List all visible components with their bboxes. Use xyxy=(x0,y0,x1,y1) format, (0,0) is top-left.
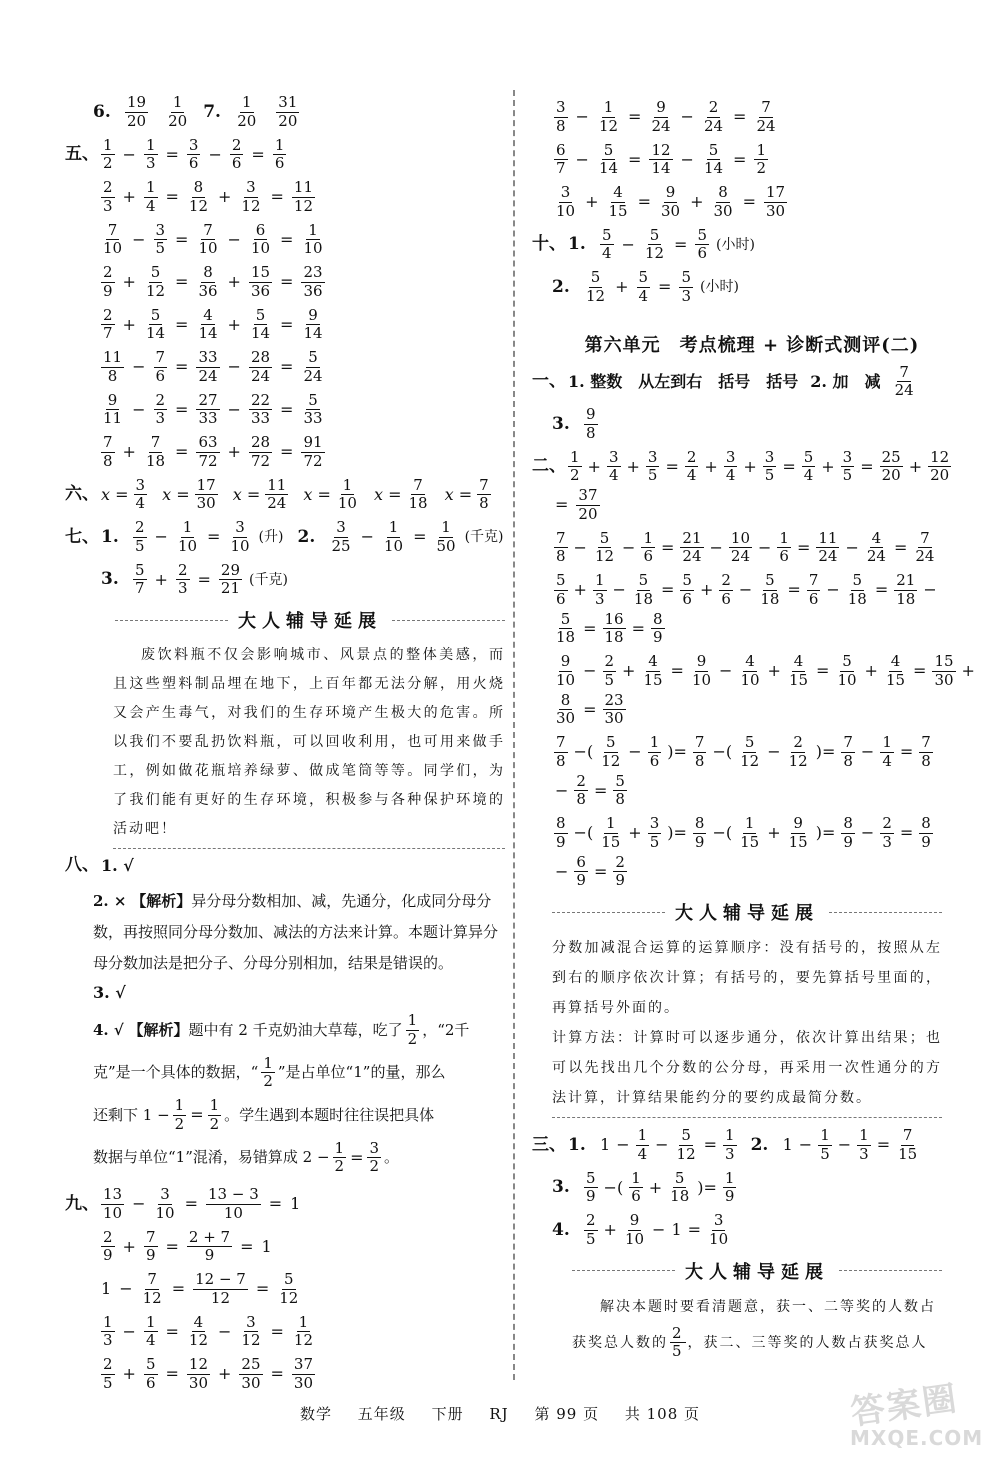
q9-row-5: $\frac{2}{5}$ + $\frac{5}{6}$ = $\frac{12}{30}$ + $\frac{25}{30}$ = $\frac{37}{30}$ xyxy=(103,1355,313,1392)
q5-row-8: $\frac{7}{8}$ + $\frac{7}{18}$ = $\frac{63}{72}$ + $\frac{28}{72}$ = $\frac{91}{72}$ xyxy=(103,433,323,470)
extension-header-2: 大人辅导延展 xyxy=(552,899,942,925)
q9-section-label: 九、 xyxy=(65,1193,99,1214)
q8-row-1: 八、 1. √ xyxy=(65,855,134,875)
u6-q3-row-3: 4. $\frac{2}{5}$ + $\frac{9}{10}$ − 1 = $\frac{3}{10}$ xyxy=(552,1211,729,1248)
u6-q3-row-1: 三、 1. 1 − $\frac{1}{4}$ − $\frac{5}{12}$ = $\frac{1}{3}$ 2. 1 − $\frac{1}{5}$ − $\frac{1}{3}$ = $\frac{7}{15}$ xyxy=(532,1126,918,1163)
q7-row-2: 3. $\frac{5}{7}$ + $\frac{2}{3}$ = $\frac{29}{21}$ (千克) xyxy=(101,560,288,598)
right-column xyxy=(532,98,975,1361)
u6-q2-row-3: $\frac{5}{6}$ + $\frac{1}{3}$ − $\frac{5}{18}$ = $\frac{5}{6}$ + $\frac{2}{6}$ − $\frac{5}{18}$ = $\frac{7}{6}$ − $\frac{5}{18}$ = $\frac{21}{18}$ − xyxy=(556,571,937,608)
extension-header-3: 大人辅导延展 xyxy=(572,1258,942,1284)
q5-row-5: $\frac{2}{7}$ + $\frac{5}{14}$ = $\frac{4}{14}$ + $\frac{5}{14}$ = $\frac{9}{14}$ xyxy=(103,305,323,343)
u6-q2-label: 二、 xyxy=(532,456,566,477)
q10-section-label: 十、 xyxy=(532,234,566,255)
q7-section-label: 七、 xyxy=(65,526,99,547)
u6-q2-row-6b: − $\frac{6}{9}$ = $\frac{2}{9}$ xyxy=(555,852,625,890)
u6-q2-row-4b: $\frac{8}{30}$ = $\frac{23}{30}$ xyxy=(556,690,624,728)
u6-q2-row-4: $\frac{9}{10}$ − $\frac{2}{5}$ + $\frac{4}{15}$ = $\frac{9}{10}$ − $\frac{4}{10}$ + $\frac{4}{15}$ = $\frac{5}{10}$ + $\frac{4}{15}$ = $\frac{15}{30}$ + xyxy=(556,652,975,689)
q5-row-1: 五、 $\frac{1}{2}$ − $\frac{1}{3}$ = $\frac{3}{6}$ − $\frac{2}{6}$ = $\frac{1}{6}$ xyxy=(65,135,285,173)
fraction: $\frac{19}{20}$ xyxy=(127,93,147,130)
watermark-logo: 答案圈 MXQE.COM xyxy=(848,1378,984,1450)
fraction: $\frac{1}{20}$ xyxy=(168,93,188,130)
q5-row-2: $\frac{2}{3}$ + $\frac{1}{4}$ = $\frac{8}{12}$ + $\frac{3}{12}$ = $\frac{11}{12}$ xyxy=(103,178,313,215)
page-footer: 数学 五年级 下册 RJ 第 99 页 共 108 页 xyxy=(299,1405,701,1423)
q8-item-3: 3. √ xyxy=(93,983,126,1002)
u6-q3-row-2: 3. $\frac{5}{9}$ −( $\frac{1}{6}$ + $\frac{5}{18}$ )= $\frac{1}{9}$ xyxy=(552,1168,735,1206)
q8-item-4: 4. √ 【解析】 题中有 2 千克奶油大草莓，吃了 $\frac{1}{2}$ ，“2千 克”是一个具体的数据，“ $\frac{1}{2}$ ”是占单位“1”的量，那么 还剩下 1 − $\frac{1}{2}$ = $\frac{1}{2}$ 。学生遇到本题时往往误把具体 数据与单位“1”混淆，易错算成 2 − $\frac{1}{2}$ = $\frac{3}{2}$ 。 xyxy=(93,1011,470,1176)
fraction: $\frac{1}{20}$ xyxy=(237,93,257,130)
u6-q1-row-1: 一、 1. 整数 从左到右 括号 括号 2. 加 减 $\frac{7}{24}$ xyxy=(532,362,914,400)
q7-row-1: 七、 1. $\frac{2}{5}$ − $\frac{1}{10}$ = $\frac{3}{10}$ (升) 2. $\frac{3}{25}$ − $\frac{1}{10}$ = $\frac{1}{50}$ (千克) xyxy=(65,518,504,555)
q8-item-2: 2. × 【解析】异分母分数相加、减，先通分，化成同分母分数，再按照同分母分数加、减法的方法来计算。本题计算异分母分数加法是把分子、分母分别相加，结果是错误的。 xyxy=(93,892,499,972)
q5-row-4: $\frac{2}{9}$ + $\frac{5}{12}$ = $\frac{8}{36}$ + $\frac{15}{36}$ = $\frac{23}{36}$ xyxy=(103,263,323,300)
q6-solutions: 六、 x = $\frac{3}{4}$ x = $\frac{17}{30}$ x = $\frac{11}{24}$ x = $\frac{1}{10}$ x = $\frac{7}{18}$ x = $\frac{7}{8}$ xyxy=(65,475,489,513)
q6-q7-answers xyxy=(93,95,505,130)
u6-q1-label: 一、 xyxy=(532,371,566,392)
extension-text-3a: 解决本题时要看清题意，获一、二等奖的人数占 xyxy=(600,1298,936,1315)
q9-cont-row-2: $\frac{6}{7}$ − $\frac{5}{14}$ = $\frac{12}{14}$ − $\frac{5}{14}$ = $\frac{1}{2}$ xyxy=(556,140,766,178)
q10-row-1: 十、 1. $\frac{5}{4}$ − $\frac{5}{12}$ = $\frac{5}{6}$ (小时) xyxy=(532,225,755,263)
u6-q2-row-5b: − $\frac{2}{8}$ = $\frac{5}{8}$ xyxy=(555,771,625,809)
q10-row-2: 2. $\frac{5}{12}$ + $\frac{5}{4}$ = $\frac{5}{3}$ (小时) xyxy=(552,268,739,305)
q5-row-7: $\frac{9}{11}$ − $\frac{2}{3}$ = $\frac{27}{33}$ − $\frac{22}{33}$ = $\frac{5}{33}$ xyxy=(103,390,323,428)
extension-text-1: 废饮料瓶不仅会影响城市、风景点的整体美感，而且这些塑料制品埋在地下，上百年都无法分解，用火烧又会产生毒气，对我们的生存环境产生极大的危害。所以我们不要乱扔饮料瓶，可以回收利用，也可用来做手工，例如做花瓶培养绿萝、做成笔筒等等。同学们，为了我们能有更好的生存环境，积极参与各种保护环境的活动吧！ xyxy=(113,647,505,837)
q5-label: 五、 xyxy=(65,144,99,165)
unit6-title: 第六单元 考点梳理 + 诊断式测评(二) xyxy=(584,334,920,356)
q9-row-2: $\frac{2}{9}$ + $\frac{7}{9}$ = $\frac{2 + 7}{9}$ = 1 xyxy=(103,1227,272,1265)
u6-q1-row-2: 3. $\frac{9}{8}$ xyxy=(552,405,596,442)
q5-row-3: $\frac{7}{10}$ − $\frac{3}{5}$ = $\frac{7}{10}$ − $\frac{6}{10}$ = $\frac{1}{10}$ xyxy=(103,220,323,258)
q9-row-4: $\frac{1}{3}$ − $\frac{1}{4}$ = $\frac{4}{12}$ − $\frac{3}{12}$ = $\frac{1}{12}$ xyxy=(103,1312,313,1350)
u6-q2-row-6: $\frac{8}{9}$ −( $\frac{1}{15}$ + $\frac{3}{5}$ )= $\frac{8}{9}$ −( $\frac{1}{15}$ + $\frac{9}{15}$ )= $\frac{8}{9}$ − $\frac{2}{3}$ = $\frac{8}{9}$ xyxy=(556,814,931,851)
q9-cont-row-1: $\frac{3}{8}$ − $\frac{1}{12}$ = $\frac{9}{24}$ − $\frac{2}{24}$ = $\frac{7}{24}$ xyxy=(556,98,776,135)
q9-row-3: 1 − $\frac{7}{12}$ = $\frac{12 - 7}{12}$ = $\frac{5}{12}$ xyxy=(101,1270,299,1307)
u6-q3-label: 三、 xyxy=(532,1134,566,1155)
q6-section-label: 六、 xyxy=(65,484,99,505)
q6-label: 6. xyxy=(93,101,111,122)
u6-q2-row-5: $\frac{7}{8}$ −( $\frac{5}{12}$ − $\frac{1}{6}$ )= $\frac{7}{8}$ −( $\frac{5}{12}$ − $\frac{2}{12}$ )= $\frac{7}{8}$ − $\frac{1}{4}$ = $\frac{7}{8}$ xyxy=(556,733,931,770)
u6-q2-row-1b: = $\frac{37}{20}$ xyxy=(555,486,598,523)
fraction: $\frac{31}{20}$ xyxy=(278,93,298,130)
extension-text-2b: 计算方法：计算时可以逐步通分，依次计算出结果；也可以先找出几个分数的公分母，再采用一次性通分的方法计算，计算结果能约分的要约成最简分数。 xyxy=(552,1030,942,1106)
extension-text-2a: 分数加减混合运算的运算顺序：没有括号的，按照从左到右的顺序依次计算；有括号的，要先算括号里面的，再算括号外面的。 xyxy=(552,940,942,1016)
column-divider xyxy=(513,90,515,1380)
u6-q2-row-3b: $\frac{5}{18}$ = $\frac{16}{18}$ = $\frac{8}{9}$ xyxy=(556,609,663,647)
extension-title: 大人辅导延展 xyxy=(238,611,382,632)
extension-header-1 xyxy=(115,607,505,633)
q5-row-6: $\frac{11}{8}$ − $\frac{7}{6}$ = $\frac{33}{24}$ − $\frac{28}{24}$ = $\frac{5}{24}$ xyxy=(103,348,323,385)
q7-label: 7. xyxy=(203,101,221,122)
left-column xyxy=(65,95,505,1392)
u6-q2-row-2: $\frac{7}{8}$ − $\frac{5}{12}$ − $\frac{1}{6}$ = $\frac{21}{24}$ − $\frac{10}{24}$ − $\frac{1}{6}$ = $\frac{11}{24}$ − $\frac{4}{24}$ = $\frac{7}{24}$ xyxy=(556,528,935,566)
q9-row-1: 九、 $\frac{13}{10}$ − $\frac{3}{10}$ = $\frac{13 - 3}{10}$ = 1 xyxy=(65,1185,301,1222)
q9-cont-row-3: $\frac{3}{10}$ + $\frac{4}{15}$ = $\frac{9}{30}$ + $\frac{8}{30}$ = $\frac{17}{30}$ xyxy=(556,183,786,220)
u6-q2-row-1: 二、 $\frac{1}{2}$ + $\frac{3}{4}$ + $\frac{3}{5}$ = $\frac{2}{4}$ + $\frac{3}{4}$ + $\frac{3}{5}$ = $\frac{5}{4}$ + $\frac{3}{5}$ = $\frac{25}{20}$ + $\frac{12}{20}$ xyxy=(532,447,950,485)
q8-section-label: 八、 xyxy=(65,855,99,875)
extension-text-3b: 获奖总人数的 $\frac{2}{5}$ ，获二、三等奖的人数占获奖总人 xyxy=(572,1323,928,1361)
